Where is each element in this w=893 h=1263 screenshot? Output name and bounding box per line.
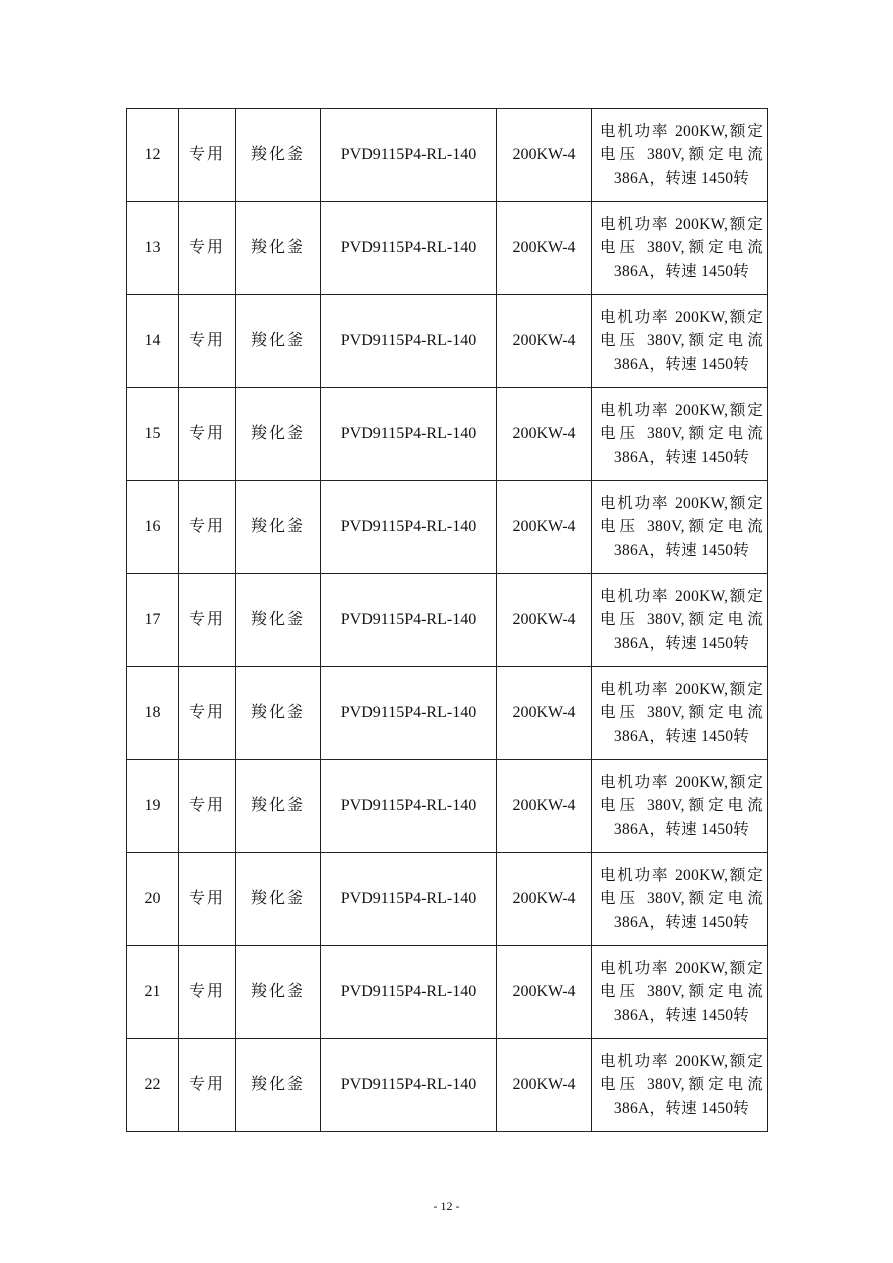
table-row (127, 109, 768, 202)
cell-motor: 200KW-4 (497, 946, 592, 1039)
cell-equipment-name: 羧化釜 (236, 109, 321, 202)
cell-motor: 200KW-4 (497, 481, 592, 574)
cell-equipment-name: 羧化釜 (236, 574, 321, 667)
equipment-table (126, 108, 768, 1132)
table-row (127, 574, 768, 667)
cell-number: 14 (127, 295, 179, 388)
cell-number: 15 (127, 388, 179, 481)
cell-model: PVD9115P4-RL-140 (321, 667, 497, 760)
page-number: - 12 - (433, 1199, 460, 1213)
cell-equipment-name: 羧化釜 (236, 388, 321, 481)
cell-category: 专用 (179, 202, 236, 295)
cell-category: 专用 (179, 574, 236, 667)
cell-category: 专用 (179, 946, 236, 1039)
cell-number: 18 (127, 667, 179, 760)
cell-model: PVD9115P4-RL-140 (321, 574, 497, 667)
cell-spec: 电机功率 200KW,额定电压 380V,额定电流 386A，转速 1450转 (592, 1039, 768, 1132)
cell-spec: 电机功率 200KW,额定电压 380V,额定电流 386A，转速 1450转 (592, 388, 768, 481)
table-row (127, 295, 768, 388)
cell-number: 16 (127, 481, 179, 574)
cell-spec: 电机功率 200KW,额定电压 380V,额定电流 386A，转速 1450转 (592, 202, 768, 295)
cell-equipment-name: 羧化釜 (236, 1039, 321, 1132)
cell-spec: 电机功率 200KW,额定电压 380V,额定电流 386A，转速 1450转 (592, 574, 768, 667)
table-row (127, 760, 768, 853)
cell-motor: 200KW-4 (497, 574, 592, 667)
cell-category: 专用 (179, 388, 236, 481)
cell-category: 专用 (179, 481, 236, 574)
cell-spec: 电机功率 200KW,额定电压 380V,额定电流 386A，转速 1450转 (592, 853, 768, 946)
cell-spec: 电机功率 200KW,额定电压 380V,额定电流 386A，转速 1450转 (592, 481, 768, 574)
cell-motor: 200KW-4 (497, 1039, 592, 1132)
cell-model: PVD9115P4-RL-140 (321, 388, 497, 481)
cell-spec: 电机功率 200KW,额定电压 380V,额定电流 386A，转速 1450转 (592, 760, 768, 853)
cell-model: PVD9115P4-RL-140 (321, 202, 497, 295)
cell-equipment-name: 羧化釜 (236, 760, 321, 853)
cell-motor: 200KW-4 (497, 760, 592, 853)
cell-number: 20 (127, 853, 179, 946)
cell-category: 专用 (179, 295, 236, 388)
cell-model: PVD9115P4-RL-140 (321, 946, 497, 1039)
cell-spec: 电机功率 200KW,额定电压 380V,额定电流 386A，转速 1450转 (592, 295, 768, 388)
cell-motor: 200KW-4 (497, 388, 592, 481)
equipment-table-body (127, 109, 768, 1132)
table-row (127, 481, 768, 574)
cell-spec: 电机功率 200KW,额定电压 380V,额定电流 386A，转速 1450转 (592, 667, 768, 760)
table-row (127, 853, 768, 946)
cell-motor: 200KW-4 (497, 853, 592, 946)
cell-equipment-name: 羧化釜 (236, 946, 321, 1039)
cell-motor: 200KW-4 (497, 295, 592, 388)
cell-model: PVD9115P4-RL-140 (321, 1039, 497, 1132)
cell-equipment-name: 羧化釜 (236, 295, 321, 388)
cell-spec: 电机功率 200KW,额定电压 380V,额定电流 386A，转速 1450转 (592, 109, 768, 202)
cell-model: PVD9115P4-RL-140 (321, 853, 497, 946)
cell-number: 13 (127, 202, 179, 295)
cell-motor: 200KW-4 (497, 667, 592, 760)
cell-category: 专用 (179, 109, 236, 202)
cell-spec: 电机功率 200KW,额定电压 380V,额定电流 386A，转速 1450转 (592, 946, 768, 1039)
cell-category: 专用 (179, 853, 236, 946)
cell-category: 专用 (179, 1039, 236, 1132)
cell-equipment-name: 羧化釜 (236, 667, 321, 760)
table-row (127, 946, 768, 1039)
table-row (127, 1039, 768, 1132)
cell-model: PVD9115P4-RL-140 (321, 109, 497, 202)
table-row (127, 202, 768, 295)
cell-category: 专用 (179, 760, 236, 853)
cell-model: PVD9115P4-RL-140 (321, 760, 497, 853)
cell-number: 21 (127, 946, 179, 1039)
cell-number: 19 (127, 760, 179, 853)
cell-model: PVD9115P4-RL-140 (321, 481, 497, 574)
cell-number: 17 (127, 574, 179, 667)
cell-equipment-name: 羧化釜 (236, 481, 321, 574)
cell-motor: 200KW-4 (497, 202, 592, 295)
cell-number: 22 (127, 1039, 179, 1132)
cell-motor: 200KW-4 (497, 109, 592, 202)
cell-category: 专用 (179, 667, 236, 760)
table-row (127, 667, 768, 760)
table-row (127, 388, 768, 481)
cell-model: PVD9115P4-RL-140 (321, 295, 497, 388)
cell-equipment-name: 羧化釜 (236, 853, 321, 946)
cell-equipment-name: 羧化釜 (236, 202, 321, 295)
cell-number: 12 (127, 109, 179, 202)
